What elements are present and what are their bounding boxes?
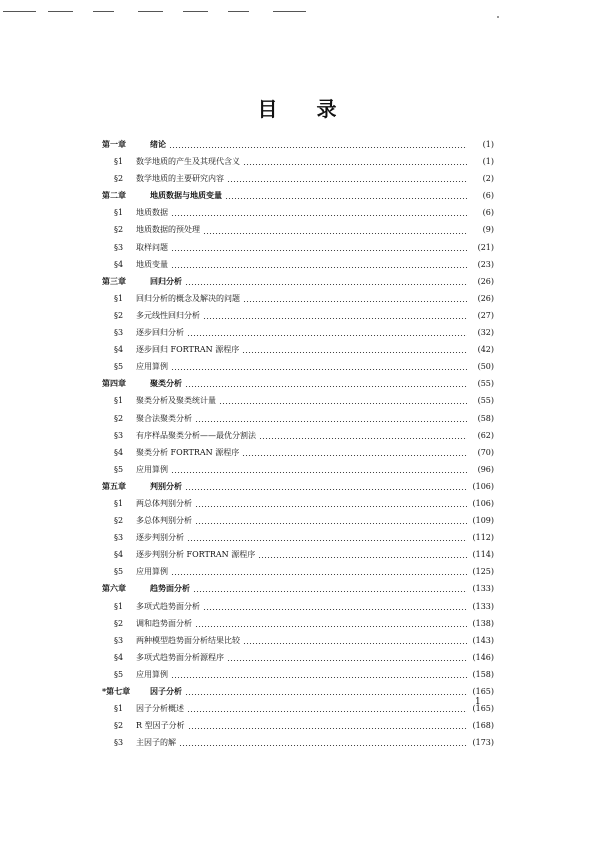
toc-entry-number: §1	[114, 293, 124, 303]
dot-leader	[195, 523, 467, 524]
toc-section-entry[interactable]	[102, 204, 494, 221]
toc-entry-label	[102, 170, 224, 187]
toc-entry-label	[102, 495, 192, 512]
toc-entry-page: (158)	[472, 669, 494, 679]
toc-entry-label	[102, 546, 255, 563]
toc-section-entry[interactable]	[102, 495, 494, 512]
toc-section-entry[interactable]	[102, 239, 494, 256]
scan-mark	[138, 11, 163, 12]
toc-entry-title: 地质数据的预处理	[136, 225, 200, 235]
toc-entry-page: (55)	[477, 396, 494, 406]
toc-entry-number: §4	[114, 447, 124, 457]
scan-mark	[48, 11, 73, 12]
toc-entry-page: (26)	[477, 276, 494, 286]
toc-section-entry[interactable]	[102, 410, 494, 427]
page-number: 1	[475, 697, 481, 707]
toc-entry-number: 第一章	[102, 139, 126, 149]
dot-leader	[258, 557, 467, 558]
toc-entry-page: (168)	[472, 721, 494, 731]
toc-entry-title: 地质变量	[136, 259, 168, 269]
page-title	[0, 93, 595, 122]
toc-entry-label	[102, 187, 222, 204]
dot-leader	[195, 506, 467, 507]
toc-entry-page: (125)	[472, 567, 494, 577]
toc-entry-number: §1	[114, 208, 124, 218]
toc-entry-title: 多总体判别分析	[136, 516, 192, 526]
toc-entry-page: (50)	[477, 362, 494, 372]
dot-leader	[179, 745, 467, 746]
toc-entry-title: 多项式趋势面分析源程序	[136, 652, 224, 662]
dot-leader	[171, 267, 467, 268]
toc-section-entry[interactable]	[102, 461, 494, 478]
toc-section-entry[interactable]	[102, 358, 494, 375]
dot-leader	[185, 284, 467, 285]
toc-entry-label	[102, 683, 182, 700]
toc-section-entry[interactable]	[102, 615, 494, 632]
scan-speck	[497, 16, 499, 18]
dot-leader	[171, 250, 467, 251]
toc-section-entry[interactable]	[102, 529, 494, 546]
toc-entry-label	[102, 717, 185, 734]
toc-entry-title: 主因子的解	[136, 738, 176, 748]
toc-entry-number: 第三章	[102, 275, 126, 286]
toc-entry-title: 聚合法聚类分析	[136, 413, 192, 423]
toc-entry-label	[102, 153, 240, 170]
toc-section-entry[interactable]	[102, 598, 494, 615]
toc-entry-number: §3	[114, 328, 124, 338]
toc-entry-number: §1	[114, 704, 124, 714]
toc-entry-title: 有序样品聚类分析——最优分割法	[136, 430, 256, 440]
scan-artifact-marks	[0, 9, 595, 15]
toc-entry-number: §5	[114, 567, 124, 577]
dot-leader	[185, 386, 467, 387]
toc-entry-title: 回归分析	[150, 275, 182, 286]
toc-section-entry[interactable]	[102, 170, 494, 187]
toc-entry-page: (138)	[472, 618, 494, 628]
toc-chapter-entry[interactable]	[102, 375, 494, 392]
toc-entry-title: 绪论	[150, 139, 166, 149]
toc-entry-title: 应用算例	[136, 567, 168, 577]
toc-section-entry[interactable]	[102, 444, 494, 461]
dot-leader	[169, 147, 467, 148]
dot-leader	[242, 352, 467, 353]
toc-entry-page: (143)	[472, 635, 494, 645]
toc-entry-title: 多项式趋势面分析	[136, 601, 200, 611]
toc-entry-title: 两种模型趋势面分析结果比较	[136, 635, 240, 645]
toc-entry-page: (70)	[477, 447, 494, 457]
toc-entry-number: §3	[114, 533, 124, 543]
scan-mark	[3, 11, 36, 12]
toc-entry-title: 因子分析概述	[136, 704, 184, 714]
dot-leader	[188, 728, 467, 729]
toc-section-entry[interactable]	[102, 256, 494, 273]
toc-entry-page: (1)	[482, 157, 494, 167]
toc-entry-label	[102, 580, 190, 597]
toc-section-entry[interactable]	[102, 546, 494, 563]
toc-entry-number: §3	[114, 242, 124, 252]
dot-leader	[171, 472, 467, 473]
dot-leader	[227, 660, 467, 661]
toc-entry-label	[102, 307, 200, 324]
toc-entry-label	[102, 256, 168, 273]
dot-leader	[195, 626, 467, 627]
toc-entry-number: *第七章	[102, 686, 131, 696]
toc-section-entry[interactable]	[102, 512, 494, 529]
toc-section-entry[interactable]	[102, 427, 494, 444]
toc-section-entry[interactable]	[102, 307, 494, 324]
toc-entry-label	[102, 444, 239, 461]
toc-chapter-entry[interactable]	[102, 273, 494, 290]
toc-entry-number: §1	[114, 601, 124, 611]
toc-entry-title: 调和趋势面分析	[136, 618, 192, 628]
toc-entry-page: (173)	[472, 738, 494, 748]
toc-entry-number: §1	[114, 498, 124, 508]
toc-entry-number: 第五章	[102, 480, 126, 491]
toc-section-entry[interactable]	[102, 341, 494, 358]
toc-entry-label	[102, 136, 166, 153]
toc-entry-title: R 型因子分析	[136, 721, 185, 731]
scan-mark	[183, 11, 208, 12]
toc-entry-label	[102, 529, 184, 546]
toc-entry-title: 因子分析	[150, 686, 182, 696]
toc-section-entry[interactable]	[102, 324, 494, 341]
toc-entry-label	[102, 273, 182, 290]
toc-entry-title: 逐步回归分析	[136, 328, 184, 338]
dot-leader	[243, 164, 467, 165]
toc-entry-label	[102, 734, 176, 751]
toc-entry-label	[102, 341, 239, 358]
dot-leader	[185, 489, 467, 490]
toc-entry-number: §2	[114, 413, 124, 423]
dot-leader	[187, 540, 467, 541]
toc-entry-label	[102, 375, 182, 392]
toc-entry-number: §2	[114, 721, 124, 731]
toc-entry-label	[102, 324, 184, 341]
toc-entry-title: 两总体判别分析	[136, 498, 192, 508]
toc-entry-page: (165)	[472, 704, 494, 714]
toc-entry-number: §4	[114, 652, 124, 662]
toc-entry-page: (2)	[482, 174, 494, 184]
toc-entry-number: §3	[114, 738, 124, 748]
toc-entry-page: (165)	[472, 687, 494, 696]
toc-entry-title: 逐步判别分析	[136, 533, 184, 543]
toc-entry-number: §2	[114, 618, 124, 628]
dot-leader	[203, 609, 467, 610]
dot-leader	[227, 181, 467, 182]
toc-entry-number: §2	[114, 516, 124, 526]
table-of-contents	[102, 136, 494, 751]
toc-entry-page: (6)	[482, 191, 494, 201]
toc-entry-label	[102, 392, 216, 409]
toc-entry-page: (112)	[472, 533, 494, 543]
dot-leader	[171, 369, 467, 370]
toc-entry-number: 第二章	[102, 190, 126, 201]
toc-entry-title: 数学地质的产生及其现代含义	[136, 157, 240, 167]
toc-entry-number: §5	[114, 464, 124, 474]
toc-entry-title: 应用算例	[136, 464, 168, 474]
toc-entry-title: 趋势面分析	[150, 583, 190, 594]
toc-entry-label	[102, 204, 168, 221]
dot-leader	[171, 574, 467, 575]
dot-leader	[195, 421, 467, 422]
toc-entry-label	[102, 461, 168, 478]
toc-entry-title: 回归分析的概念及解决的问题	[136, 293, 240, 303]
dot-leader	[225, 198, 467, 199]
toc-entry-page: (133)	[472, 584, 494, 594]
toc-section-entry[interactable]	[102, 290, 494, 307]
toc-entry-number: §4	[114, 259, 124, 269]
dot-leader	[187, 335, 467, 336]
dot-leader	[203, 233, 467, 234]
toc-entry-number: §2	[114, 310, 124, 320]
toc-entry-page: (6)	[482, 208, 494, 218]
toc-entry-page: (21)	[477, 242, 494, 252]
toc-entry-title: 聚类分析	[150, 378, 182, 389]
toc-section-entry[interactable]	[102, 734, 494, 751]
title-char-right: 录	[316, 97, 338, 121]
toc-chapter-entry[interactable]	[102, 478, 494, 495]
toc-entry-page: (106)	[472, 481, 494, 491]
toc-entry-number: §1	[114, 396, 124, 406]
toc-entry-label	[102, 649, 224, 666]
dot-leader	[242, 455, 467, 456]
scan-mark	[228, 11, 249, 12]
toc-entry-title: 聚类分析 FORTRAN 源程序	[136, 447, 240, 457]
toc-entry-number: §2	[114, 225, 124, 235]
toc-entry-title: 应用算例	[136, 362, 168, 372]
toc-entry-title: 逐步判别分析 FORTRAN 源程序	[136, 550, 256, 560]
toc-entry-number: 第六章	[102, 583, 126, 594]
toc-entry-number: 第四章	[102, 378, 126, 389]
toc-entry-title: 地质数据	[136, 208, 168, 218]
toc-entry-label	[102, 239, 168, 256]
toc-entry-title: 数学地质的主要研究内容	[136, 174, 224, 184]
toc-entry-label	[102, 666, 168, 683]
toc-entry-number: §5	[114, 669, 124, 679]
toc-entry-number: §3	[114, 430, 124, 440]
scan-mark	[93, 11, 114, 12]
toc-entry-label	[102, 598, 200, 615]
toc-entry-label	[102, 700, 184, 717]
toc-entry-title: 聚类分析及聚类统计量	[136, 396, 216, 406]
dot-leader	[259, 438, 467, 439]
toc-entry-label	[102, 512, 192, 529]
dot-leader	[243, 301, 467, 302]
toc-entry-label	[102, 632, 240, 649]
toc-entry-label	[102, 478, 182, 495]
toc-entry-page: (106)	[472, 498, 494, 508]
toc-entry-page: (58)	[477, 413, 494, 423]
dot-leader	[219, 403, 467, 404]
toc-entry-page: (27)	[477, 310, 494, 320]
toc-chapter-entry[interactable]	[102, 683, 494, 700]
toc-entry-title: 多元线性回归分析	[136, 310, 200, 320]
toc-entry-title: 应用算例	[136, 669, 168, 679]
toc-entry-number: §1	[114, 157, 124, 167]
toc-entry-page: (146)	[472, 652, 494, 662]
toc-entry-title: 逐步回归 FORTRAN 源程序	[136, 345, 240, 355]
toc-entry-number: §4	[114, 550, 124, 560]
toc-entry-page: (1)	[482, 140, 494, 149]
toc-section-entry[interactable]	[102, 649, 494, 666]
dot-leader	[171, 215, 467, 216]
toc-entry-label	[102, 563, 168, 580]
toc-section-entry[interactable]	[102, 700, 494, 717]
toc-section-entry[interactable]	[102, 221, 494, 238]
toc-entry-title: 取样问题	[136, 242, 168, 252]
toc-entry-page: (114)	[472, 550, 494, 560]
toc-entry-page: (9)	[482, 225, 494, 235]
toc-entry-page: (23)	[477, 259, 494, 269]
toc-section-entry[interactable]	[102, 153, 494, 170]
toc-entry-page: (26)	[477, 293, 494, 303]
toc-entry-label	[102, 427, 256, 444]
scan-mark	[273, 11, 306, 12]
toc-chapter-entry[interactable]	[102, 136, 494, 153]
toc-entry-title: 判别分析	[150, 480, 182, 491]
dot-leader	[243, 643, 467, 644]
toc-entry-label	[102, 410, 192, 427]
toc-entry-page: (133)	[472, 601, 494, 611]
toc-entry-label	[102, 221, 200, 238]
toc-entry-page: (96)	[477, 464, 494, 474]
toc-entry-number: §4	[114, 345, 124, 355]
toc-entry-number: §2	[114, 174, 124, 184]
toc-entry-number: §3	[114, 635, 124, 645]
toc-entry-label	[102, 358, 168, 375]
dot-leader	[187, 711, 467, 712]
toc-chapter-entry[interactable]	[102, 187, 494, 204]
title-char-left: 目	[257, 97, 279, 121]
dot-leader	[193, 591, 467, 592]
toc-section-entry[interactable]	[102, 666, 494, 683]
dot-leader	[203, 318, 467, 319]
toc-entry-page: (32)	[477, 328, 494, 338]
toc-entry-number: §5	[114, 362, 124, 372]
toc-entry-page: (62)	[477, 430, 494, 440]
toc-chapter-entry[interactable]	[102, 580, 494, 597]
toc-entry-page: (109)	[472, 516, 494, 526]
toc-entry-title: 地质数据与地质变量	[150, 190, 222, 201]
toc-section-entry[interactable]	[102, 717, 494, 734]
toc-entry-label	[102, 615, 192, 632]
toc-section-entry[interactable]	[102, 392, 494, 409]
toc-section-entry[interactable]	[102, 632, 494, 649]
toc-section-entry[interactable]	[102, 563, 494, 580]
toc-entry-page: (55)	[477, 379, 494, 389]
dot-leader	[171, 677, 467, 678]
toc-entry-label	[102, 290, 240, 307]
dot-leader	[185, 694, 467, 695]
toc-entry-page: (42)	[477, 345, 494, 355]
